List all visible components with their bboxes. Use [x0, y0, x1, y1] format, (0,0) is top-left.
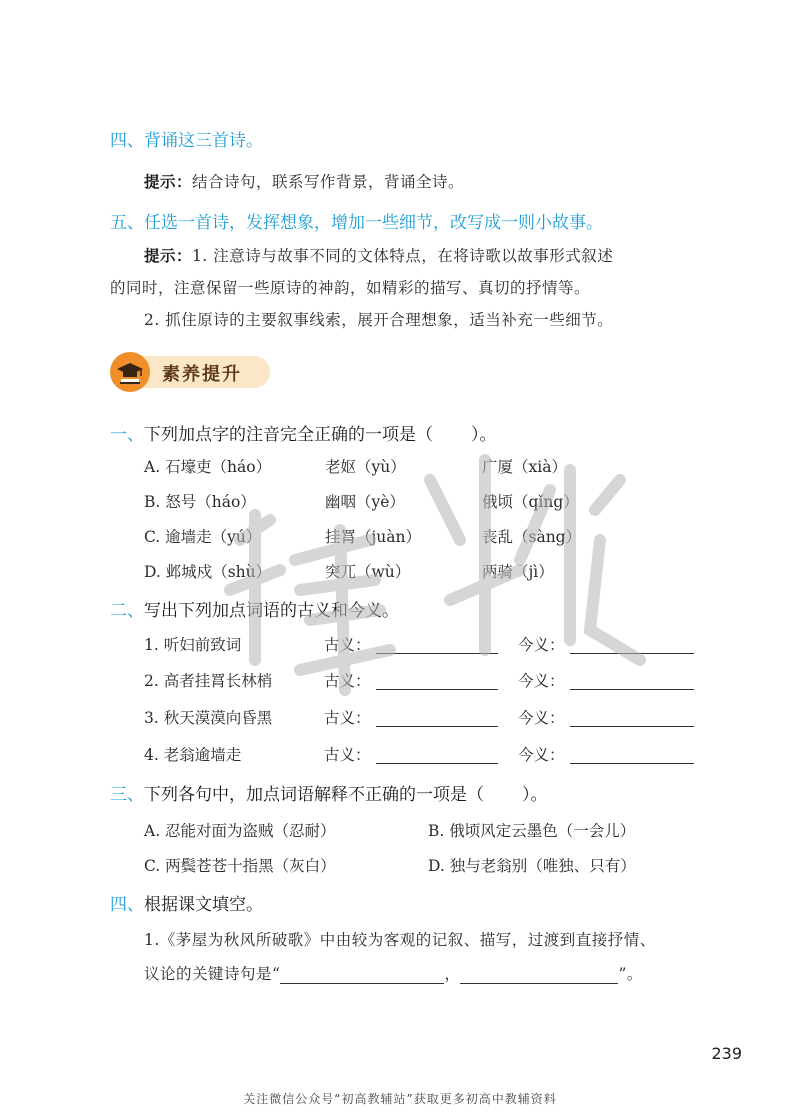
footer-note: 关注微信公众号“初高教辅站”获取更多初高中教辅资料 [243, 1092, 557, 1106]
q1-stem [110, 420, 497, 445]
banner-circle [110, 352, 150, 392]
q3-stem-end: ）。 [522, 785, 548, 805]
hint-label: 提示： [144, 247, 193, 265]
q3-stem [110, 780, 548, 805]
q3-option-b: B. 俄顷风定云墨色（一会儿） [428, 822, 636, 840]
q4-fill-line-2 [144, 962, 643, 984]
q2-item-2: 2. 高者挂罥长林梢 [144, 672, 273, 690]
hint-label: 提示： [144, 173, 193, 191]
q2-jin-blank-4[interactable] [570, 746, 694, 764]
q4-fill-number: 四、 [110, 895, 144, 915]
q3-option-d: D. 独与老翁别（唯独、只有） [428, 857, 636, 875]
q3-option-a: A. 忍能对面为盗贼（忍耐） [144, 822, 336, 840]
q2-item-3: 3. 秋天漠漠向昏黑 [144, 709, 273, 727]
q2-jin-label-4: 今义： [518, 746, 565, 764]
q1-option-d-2: 突兀（wù） [325, 563, 411, 581]
q2-jin-label-1: 今义： [518, 636, 565, 654]
section-banner [110, 352, 270, 392]
hint-text: 1. 注意诗与故事不同的文体特点，在将诗歌以故事形式叙述 [192, 247, 614, 265]
q2-gu-blank-3[interactable] [376, 709, 498, 727]
page-number: 239 [711, 1044, 742, 1063]
q1-option-b-2: 幽咽（yè） [325, 493, 405, 511]
q2-gu-blank-4[interactable] [376, 746, 498, 764]
hint-text: 结合诗句，联系写作背景，背诵全诗。 [192, 173, 465, 191]
q3-stem-text: 下列各句中，加点词语解释不正确的一项是（ [144, 785, 484, 805]
q2-item-4: 4. 老翁逾墙走 [144, 746, 242, 764]
q2-stem-text: 写出下列加点词语的古义和今义。 [144, 601, 399, 621]
q1-option-c-2: 挂罥（juàn） [325, 528, 422, 546]
q1-option-a-3: 广厦（xià） [482, 458, 567, 476]
q3-option-c: C. 两鬓苍苍十指黑（灰白） [144, 857, 336, 875]
q2-jin-blank-1[interactable] [570, 636, 694, 654]
q5-hint-line-2: 的同时，注意保留一些原诗的神韵，如精彩的描写、真切的抒情等。 [110, 279, 591, 297]
q4-fill-stem-text: 根据课文填空。 [144, 895, 263, 915]
q2-stem [110, 596, 399, 621]
q4-fill-blank-1[interactable] [280, 966, 444, 984]
q4-fill-stem [110, 890, 263, 915]
q1-option-d-1: D. 邺城戍（shù） [144, 563, 272, 581]
q4-fill-line-1: 1.《茅屋为秋风所破歌》中由较为客观的记叙、描写，过渡到直接抒情、 [144, 931, 656, 949]
q2-gu-label-3: 古义： [324, 709, 371, 727]
q2-gu-blank-1[interactable] [376, 636, 498, 654]
q1-option-b-1: B. 怒号（háo） [144, 493, 256, 511]
q2-gu-label-4: 古义： [324, 746, 371, 764]
q2-gu-blank-2[interactable] [376, 672, 498, 690]
q2-jin-label-2: 今义： [518, 672, 565, 690]
q1-option-c-3: 丧乱（sàng） [482, 528, 582, 546]
q2-jin-blank-3[interactable] [570, 709, 694, 727]
q4-fill-comma: ， [444, 965, 461, 983]
q1-option-c-1: C. 逾墙走（yú） [144, 528, 262, 546]
q5-hint-line-3: 2. 抓住原诗的主要叙事线索，展开合理想象，适当补充一些细节。 [144, 311, 614, 329]
q2-gu-label-1: 古义： [324, 636, 371, 654]
q2-jin-label-3: 今义： [518, 709, 565, 727]
q1-option-a-2: 老妪（yù） [325, 458, 406, 476]
q1-stem-end: ）。 [471, 425, 497, 445]
q4-fill-line-2-end: ”。 [618, 965, 643, 983]
q4-fill-blank-2[interactable] [460, 966, 618, 984]
q4-hint [144, 170, 464, 192]
q1-option-d-3: 两骑（jì） [482, 563, 554, 581]
q1-stem-text: 下列加点字的注音完全正确的一项是（ [144, 425, 433, 445]
q1-option-a-1: A. 石壕吏（háo） [144, 458, 272, 476]
q1-option-b-3: 俄顷（qǐng） [482, 493, 579, 511]
q3-number: 三、 [110, 785, 144, 805]
q2-item-1: 1. 听妇前致词 [144, 636, 242, 654]
q1-number: 一、 [110, 425, 144, 445]
q5-rewrite-title: 五、任选一首诗，发挥想象，增加一些细节，改写成一则小故事。 [110, 213, 603, 233]
q4-recite-title: 四、背诵这三首诗。 [110, 131, 263, 151]
q5-hint-line-1 [144, 244, 613, 266]
q2-gu-label-2: 古义： [324, 672, 371, 690]
q2-number: 二、 [110, 601, 144, 621]
q4-fill-line-2-start: 议论的关键诗句是“ [144, 965, 281, 983]
q2-jin-blank-2[interactable] [570, 672, 694, 690]
banner-title: 素养提升 [162, 364, 242, 385]
graduation-cap-icon [110, 352, 150, 392]
